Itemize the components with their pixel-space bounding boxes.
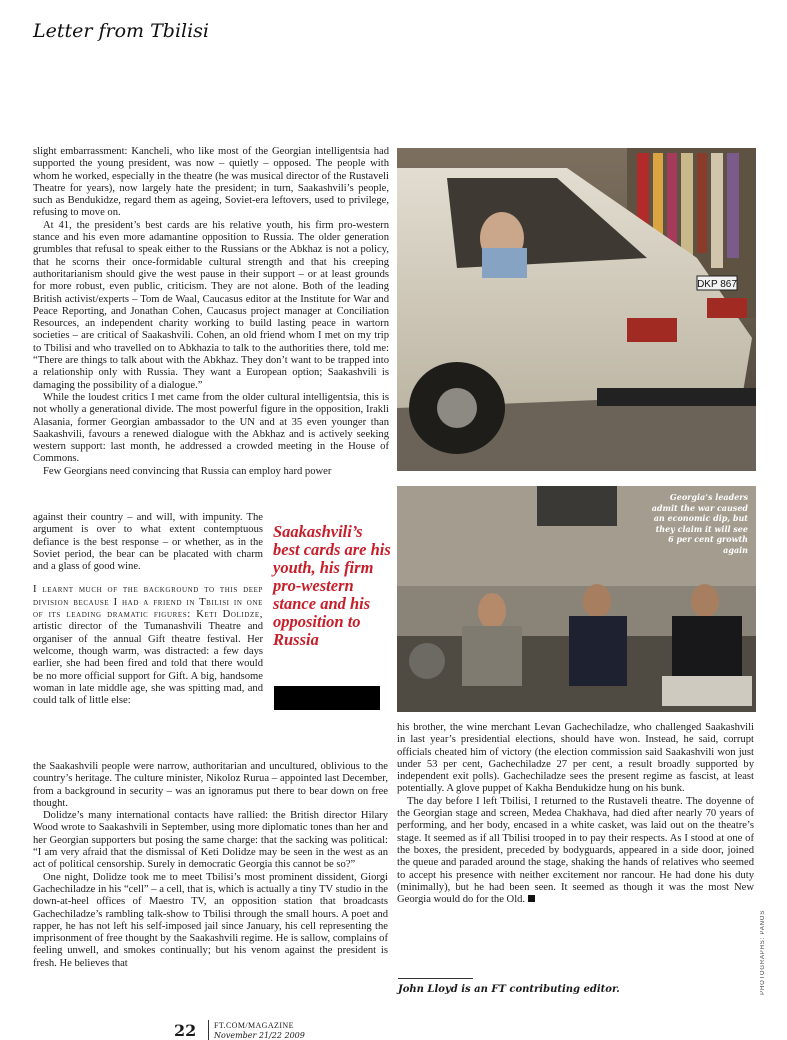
divider <box>398 978 473 979</box>
folio-site: FT.COM/MAGAZINE <box>214 1021 294 1030</box>
section-header: Letter from Tbilisi <box>33 20 210 42</box>
contributor-note: John Lloyd is an FT contributing editor. <box>398 984 620 995</box>
folio-date: November 21/22 2009 <box>214 1031 305 1040</box>
section-lead-in: I learnt much of the background to this deep division because I had a friend in Tbilisi in one of its leading dramatic figures: Keti Dolidze, <box>33 584 263 621</box>
car-illustration <box>397 148 756 471</box>
section-paragraph <box>33 584 263 707</box>
paragraph: The day before I left Tbilisi, I returned to the Rustaveli theatre. The doyenne of the Georgian stage and screen, Medea Chakhava, had died after nearly 70 years of performing, and her body, encased in a white casket, was laid out on the theatre’s stage. It seemed as if all Tbilisi trooped in to pay their respects. As I stood at one of the boxes, the president, preceded by bodyguards, appeared in a side door, joined the queue and paraded around the stage, shaking the hands of relatives who seemed to accept his presence with neither excitement nor rancour. He had done his duty (minimally), but he had been seen. It seemed as though it was the most New Georgia would do for the Old. <box>397 795 754 906</box>
photo-car <box>397 148 756 471</box>
paragraph: the Saakashvili people were narrow, authoritarian and uncultured, oblivious to the country’s heritage. The culture minister, Nikoloz Rurua – appointed last December, from a background in security – was an ignoramus put there to bear down on free thought. <box>33 761 388 809</box>
pull-quote: Saakashvili’s best cards are his youth, his firm pro-western stance and his opposition to Russia <box>273 522 391 649</box>
end-mark <box>528 895 535 902</box>
folio-divider <box>208 1020 209 1040</box>
paragraph: At 41, the president’s best cards are his relative youth, his firm pro-western stance and his even more adamantine opposition to Russia. The older generation grumbles that refusal to speak either to the Russians or the Abkhaz is not a policy, that he scorns their once-formidable cultural strength and that his creeping authoritarianism should give the west pause in their support – or at least grounds for more robust, even public, criticism. They are not alone. Both of the leading British activist/experts – Tom de Waal, Caucasus editor at the Institute for War and Peace Reporting, and Jonathan Cohen, Caucasus project manager at Conciliation Resources, an independent charity working to build lasting peace in wartorn societies – are critical of Saakashvili. Cohen, an old friend whom I met on my trip to Tbilisi and who travelled on to Abkhazia to talk to the authorities there, told me: “There are things to talk about with the Abkhaz. They don’t want to be trapped into a relationship only with Russia. They want a European option; Saakashvili is damaging the possibility of a dialogue.” <box>33 219 389 391</box>
article-column-1-narrow <box>33 512 263 707</box>
paragraph: While the loudest critics I met came from the older cultural intelligentsia, this is not wholly a generational divide. The most powerful figure in the opposition, Irakli Alasania, former Georgian ambassador to the UN and at 35 even younger than Saakashvili, favours a renewed dialogue with the Abkhaz and is actively seeking western support: last month, he addressed a crowded meeting in the House of Commons. <box>33 391 389 465</box>
photo-credit: PHOTOGRAPHS: PANOS <box>760 910 766 995</box>
paragraph: Dolidze’s many international contacts have rallied: the British director Hilary Wood wrote to Saakashvili in September, using more diplomatic tones than her and her Georgian supporters but posing the same charge: that the sacking was political: “I am very afraid that the dismissal of Keti Dolidze may be seen in the west as an act of political censorship. Surely in democratic Georgia this cannot be so?” <box>33 810 388 871</box>
section-text: artistic director of the Tumanashvili Theatre and organiser of the annual Gift theatre festival. Her welcome, though warm, was distracted: a few days earlier, she had been fired and told that there would be no more official support for Gift. A big, handsome woman in late middle age, she was spitting mad, and could talk of little else: <box>33 621 263 707</box>
plate-text: DKP 867 <box>697 279 737 290</box>
paragraph: slight embarrassment: Kancheli, who like most of the Georgian intelligentsia had supported the young president, was now – quietly – opposed. The people with whom he worked, especially in the theatre (he was musical director of the Rustaveli Theatre for years), now largely hate the president; in turn, Saakashvili’s people, such as Bendukidze, regard them as ageing, Soviet-era leftovers, used to privilege, refusing to move on. <box>33 146 389 219</box>
paragraph: One night, Dolidze took me to meet Tbilisi’s most prominent dissident, Giorgi Gachechiladze in his “cell” – a cell, that is, which is actually a tiny TV studio in the down-at-heel offices of Maestro TV, an opposition station that broadcasts Gachechiladze’s rambling talk-show to Tbilisi through the small hours. A poet and rapper, he has not left his self-imposed jail since January, his cell representing the imprisonment of free thought by the Saakashvili regime. He is sallow, complains of feeling unwell, and smokes continually; but his venom against the president is fresh. He believes that <box>33 871 388 969</box>
page-number: 22 <box>174 1021 197 1040</box>
photo-caption: Georgia’s leaders admit the war caused an economic dip, but they claim it will see 6 per cent growth again <box>651 492 748 555</box>
paragraph: Few Georgians need convincing that Russia can employ hard power <box>43 465 332 477</box>
article-column-1-lower <box>33 761 388 970</box>
paragraph: against their country – and will, with impunity. The argument is over to what extent contemptuous defiance is the best response – or whether, as in the Soviet period, the bear can be placated with charm and a glass of good wine. <box>33 512 263 573</box>
article-column-1 <box>33 146 389 478</box>
paragraph: his brother, the wine merchant Levan Gachechiladze, who challenged Saakashvili in last year’s presidential elections, should have won. Instead, he said, corrupt officials cheated him of victory (the election commission said Saakashvili won just under 53 per cent, Gachechiladze 27 per cent, a result broadly supported by independent exit polls). Gachechiladze sees the present regime as fascist, at least potentially. A glove puppet of Kakha Bendukidze hung on his bunk. <box>397 722 754 795</box>
article-column-2 <box>397 722 754 906</box>
pull-quote-block <box>274 686 380 710</box>
